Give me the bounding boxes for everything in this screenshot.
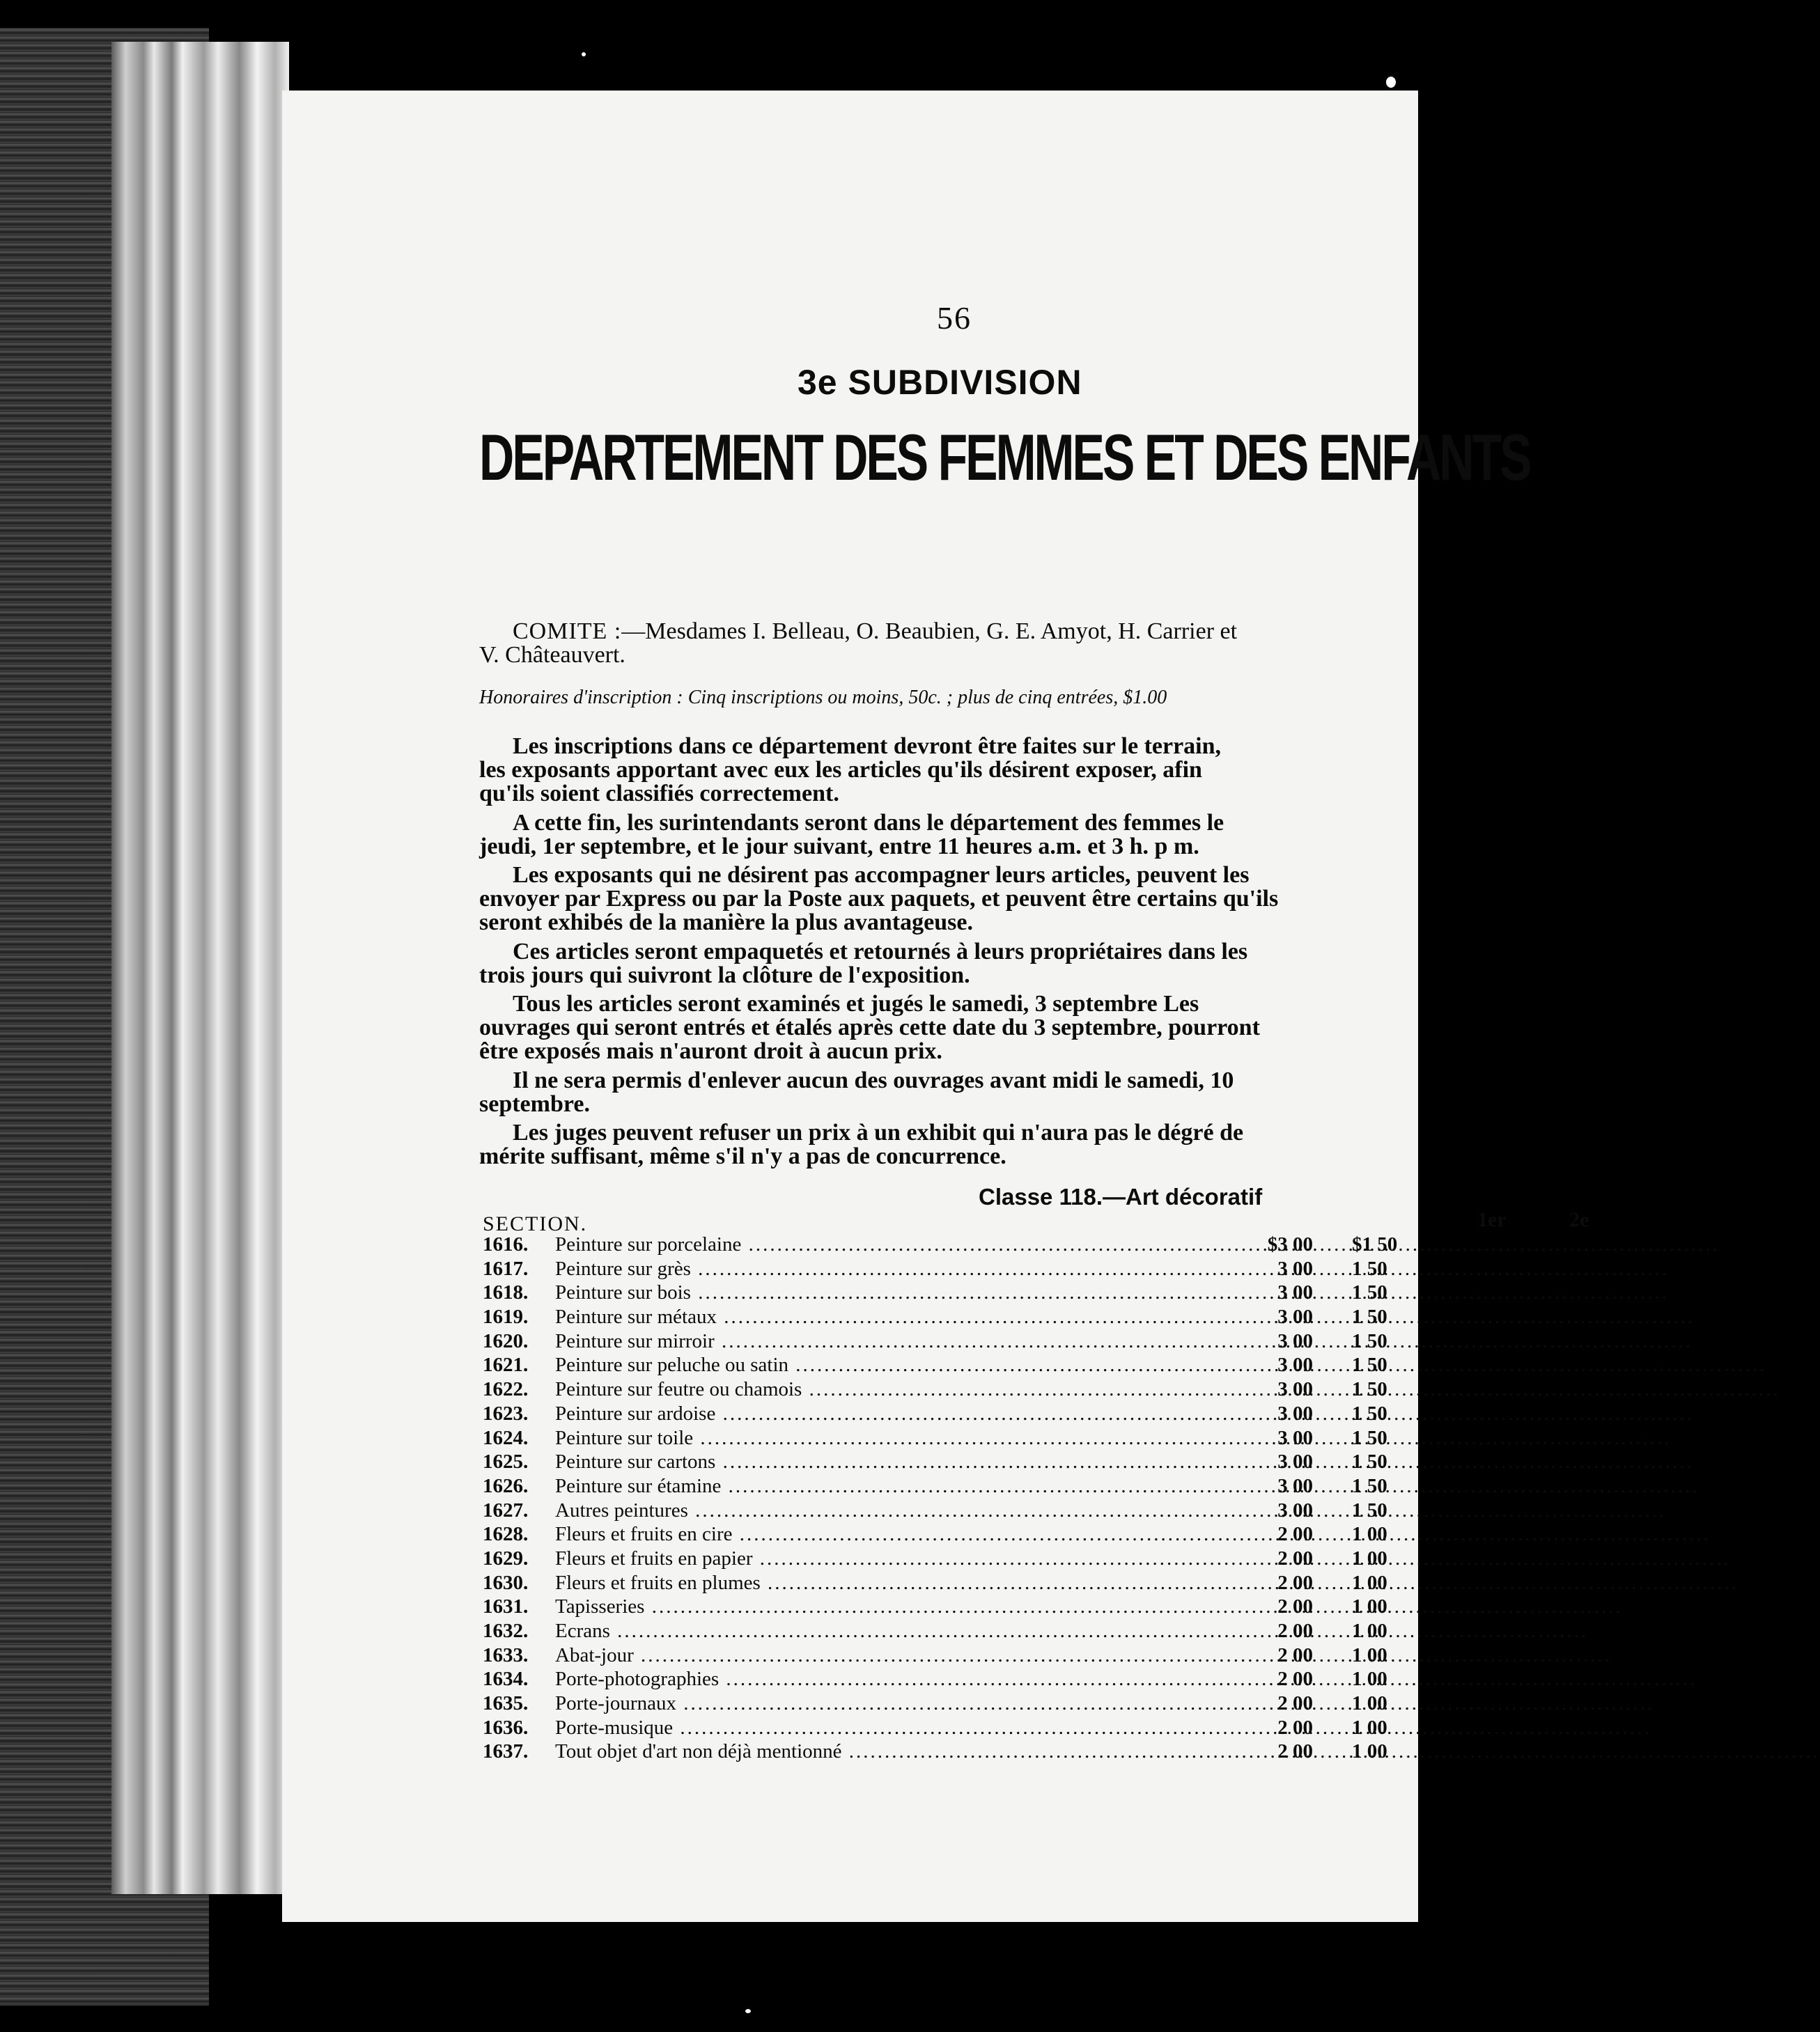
paragraph-line: trois jours qui suivront la clôture de l'exposition.: [479, 962, 970, 988]
first-prize-amount: 3 00: [1277, 1329, 1313, 1352]
table-row: [483, 1716, 1458, 1740]
committee-members: —Mesdames I. Belleau, O. Beaubien, G. E. Amyot, H. Carrier et: [621, 618, 1238, 644]
second-prize-amount: 1 50: [1352, 1474, 1387, 1497]
first-prize-amount: 3 00: [1277, 1378, 1313, 1401]
section-description: Ecrans .....: [555, 1619, 1241, 1643]
first-prize-amount: 3 00: [1277, 1426, 1313, 1449]
section-description: Peinture sur grès .....: [555, 1257, 1241, 1281]
body-paragraph: [479, 863, 1440, 935]
section-number: 1624.: [483, 1426, 529, 1449]
body-paragraph: [479, 1069, 1440, 1116]
first-prize-column-label: 1er: [1477, 1208, 1507, 1231]
section-number: 1626.: [483, 1474, 529, 1497]
section-number: 1630.: [483, 1571, 529, 1594]
section-description: Peinture sur étamine .....: [555, 1474, 1241, 1499]
first-prize-amount: $3 00: [1267, 1233, 1313, 1256]
first-prize-amount: 2 00: [1277, 1692, 1313, 1715]
first-prize-amount: 3 00: [1277, 1354, 1313, 1377]
section-description: Peinture sur mirroir .....: [555, 1329, 1241, 1354]
subdivision-heading: 3e SUBDIVISION: [798, 363, 1082, 402]
section-number: 1622.: [483, 1378, 529, 1401]
section-description: Peinture sur ardoise .....: [555, 1402, 1241, 1426]
section-column-label: SECTION.: [483, 1212, 588, 1235]
table-row: [483, 1329, 1458, 1354]
first-prize-amount: 2 00: [1277, 1547, 1313, 1570]
table-row: [483, 1426, 1458, 1451]
paragraph-line: Tous les articles seront examinés et jugés le samedi, 3 septembre Les: [513, 991, 1199, 1017]
paragraph-line: Il ne sera permis d'enlever aucun des ouvrages avant midi le samedi, 10: [513, 1068, 1234, 1093]
section-number: 1635.: [483, 1692, 529, 1715]
body-paragraph: [479, 992, 1440, 1063]
section-description: Peinture sur métaux .....: [555, 1305, 1241, 1329]
department-title: DEPARTEMENT DES FEMMES ET DES ENFANTS: [479, 421, 1530, 494]
first-prize-amount: 3 00: [1277, 1257, 1313, 1280]
section-description: Peinture sur bois .....: [555, 1281, 1241, 1305]
second-prize-amount: 1 50: [1352, 1329, 1387, 1352]
second-prize-amount: 1 50: [1352, 1426, 1387, 1449]
section-description: Autres peintures .....: [555, 1499, 1241, 1523]
section-description: Porte-photographies .....: [555, 1667, 1241, 1691]
section-description: Peinture sur toile .....: [555, 1426, 1241, 1451]
paragraph-line: A cette fin, les surintendants seront dans le département des femmes le: [513, 810, 1224, 836]
first-prize-amount: 3 00: [1277, 1306, 1313, 1329]
second-prize-amount: $1 50: [1352, 1233, 1398, 1256]
second-prize-amount: 1 00: [1352, 1740, 1387, 1763]
table-row: [483, 1233, 1458, 1257]
scan-speck: [745, 2009, 751, 2013]
second-prize-column-label: 2e: [1569, 1208, 1589, 1231]
section-number: 1621.: [483, 1354, 529, 1377]
body-paragraph: [479, 940, 1440, 987]
section-number: 1631.: [483, 1595, 529, 1618]
second-prize-amount: 1 00: [1352, 1595, 1387, 1618]
prize-table: [483, 1233, 1458, 1764]
section-description: Tapisseries .....: [555, 1595, 1241, 1619]
first-prize-amount: 2 00: [1277, 1643, 1313, 1666]
section-description: Porte-journaux .....: [555, 1691, 1241, 1716]
book-binding: [111, 42, 289, 1894]
table-row: [483, 1402, 1458, 1426]
paragraph-line: Les juges peuvent refuser un prix à un exhibit qui n'aura pas le dégré de: [513, 1120, 1244, 1146]
second-prize-amount: 1 00: [1352, 1547, 1387, 1570]
second-prize-amount: 1 50: [1352, 1451, 1387, 1474]
section-number: 1636.: [483, 1716, 529, 1739]
section-description: Porte-musique .....: [555, 1716, 1241, 1740]
section-number: 1627.: [483, 1499, 529, 1522]
table-row: [483, 1595, 1458, 1619]
paragraph-line: envoyer par Express ou par la Poste aux paquets, et peuvent être certains qu'ils: [479, 886, 1279, 912]
section-number: 1633.: [483, 1643, 529, 1666]
first-prize-amount: 2 00: [1277, 1716, 1313, 1739]
table-row: [483, 1522, 1458, 1547]
second-prize-amount: 1 50: [1352, 1354, 1387, 1377]
paragraph-line: être exposés mais n'auront droit à aucun prix.: [479, 1038, 942, 1064]
section-description: Peinture sur porcelaine .....: [555, 1233, 1241, 1257]
paragraph-line: septembre.: [479, 1091, 590, 1117]
paragraph-line: Ces articles seront empaquetés et retournés à leurs propriétaires dans les: [513, 939, 1248, 964]
section-description: Peinture sur peluche ou satin .....: [555, 1353, 1241, 1377]
paragraph-line: les exposants apportant avec eux les articles qu'ils désirent exposer, afin: [479, 757, 1202, 783]
second-prize-amount: 1 50: [1352, 1402, 1387, 1425]
second-prize-amount: 1 00: [1352, 1571, 1387, 1594]
paragraph-line: Les exposants qui ne désirent pas accompagner leurs articles, peuvent les: [513, 862, 1250, 888]
section-number: 1617.: [483, 1257, 529, 1280]
first-prize-amount: 3 00: [1277, 1474, 1313, 1497]
section-number: 1625.: [483, 1451, 529, 1474]
section-description: Abat-jour .....: [555, 1643, 1241, 1668]
first-prize-amount: 2 00: [1277, 1668, 1313, 1691]
second-prize-amount: 1 00: [1352, 1523, 1387, 1546]
first-prize-amount: 2 00: [1277, 1523, 1313, 1546]
section-description: Fleurs et fruits en papier .....: [555, 1547, 1241, 1571]
body-paragraph: [479, 1121, 1440, 1169]
section-description: Fleurs et fruits en cire .....: [555, 1522, 1241, 1547]
table-row: [483, 1474, 1458, 1499]
second-prize-amount: 1 00: [1352, 1643, 1387, 1666]
scan-speck: [1386, 77, 1396, 88]
first-prize-amount: 2 00: [1277, 1740, 1313, 1763]
section-description: Peinture sur cartons .....: [555, 1450, 1241, 1474]
table-row: [483, 1499, 1458, 1523]
paragraph-line: qu'ils soient classifiés correctement.: [479, 781, 839, 806]
committee-paragraph: [479, 620, 1440, 667]
first-prize-amount: 3 00: [1277, 1281, 1313, 1304]
table-row: [483, 1691, 1458, 1716]
second-prize-amount: 1 50: [1352, 1257, 1387, 1280]
second-prize-amount: 1 00: [1352, 1668, 1387, 1691]
table-row: [483, 1353, 1458, 1377]
table-row: [483, 1450, 1458, 1474]
second-prize-amount: 1 50: [1352, 1306, 1387, 1329]
body-paragraph: [479, 735, 1440, 806]
first-prize-amount: 2 00: [1277, 1571, 1313, 1594]
table-row: [483, 1281, 1458, 1305]
table-row: [483, 1619, 1458, 1643]
section-number: 1618.: [483, 1281, 529, 1304]
paragraph-line: Les inscriptions dans ce département devront être faites sur le terrain,: [513, 733, 1222, 759]
table-row: [483, 1547, 1458, 1571]
section-number: 1629.: [483, 1547, 529, 1570]
paragraph-line: ouvrages qui seront entrés et étalés après cette date du 3 septembre, pourront: [479, 1015, 1260, 1040]
second-prize-amount: 1 50: [1352, 1281, 1387, 1304]
paragraph-line: jeudi, 1er septembre, et le jour suivant, entre 11 heures a.m. et 3 h. p m.: [479, 834, 1199, 859]
paragraph-line: mérite suffisant, même s'il n'y a pas de concurrence.: [479, 1143, 1006, 1169]
table-row: [483, 1571, 1458, 1595]
first-prize-amount: 3 00: [1277, 1451, 1313, 1474]
section-number: 1632.: [483, 1620, 529, 1642]
classe-title: Classe 118.—Art décoratif: [979, 1184, 1263, 1210]
section-number: 1616.: [483, 1233, 529, 1256]
paragraph-line: seront exhibés de la manière la plus avantageuse.: [479, 909, 973, 935]
second-prize-amount: 1 50: [1352, 1499, 1387, 1522]
committee-label: COMITE :: [513, 618, 622, 644]
section-description: Fleurs et fruits en plumes .....: [555, 1571, 1241, 1595]
section-number: 1620.: [483, 1329, 529, 1352]
second-prize-amount: 1 50: [1352, 1378, 1387, 1401]
page-number: 56: [937, 300, 972, 336]
table-row: [483, 1740, 1458, 1764]
body-paragraph: [479, 811, 1440, 859]
section-number: 1634.: [483, 1668, 529, 1691]
table-row: [483, 1643, 1458, 1668]
section-number: 1619.: [483, 1306, 529, 1329]
section-description: Peinture sur feutre ou chamois .....: [555, 1377, 1241, 1402]
committee-line2: V. Châteauvert.: [479, 642, 625, 668]
scanned-page: [282, 91, 1589, 1922]
scan-speck: [582, 52, 586, 56]
first-prize-amount: 2 00: [1277, 1595, 1313, 1618]
prize-table-header: [483, 1208, 1589, 1235]
section-number: 1628.: [483, 1523, 529, 1546]
fees-line: Honoraires d'inscription : Cinq inscriptions ou moins, 50c. ; plus de cinq entrées, $1.00: [479, 687, 1167, 708]
table-row: [483, 1305, 1458, 1329]
table-row: [483, 1257, 1458, 1281]
second-prize-amount: 1 00: [1352, 1620, 1387, 1642]
first-prize-amount: 3 00: [1277, 1402, 1313, 1425]
table-row: [483, 1667, 1458, 1691]
section-number: 1623.: [483, 1402, 529, 1425]
table-row: [483, 1377, 1458, 1402]
second-prize-amount: 1 00: [1352, 1716, 1387, 1739]
first-prize-amount: 2 00: [1277, 1620, 1313, 1642]
section-description: Tout objet d'art non déjà mentionné .....: [555, 1740, 1241, 1764]
first-prize-amount: 3 00: [1277, 1499, 1313, 1522]
second-prize-amount: 1 00: [1352, 1692, 1387, 1715]
section-number: 1637.: [483, 1740, 529, 1763]
